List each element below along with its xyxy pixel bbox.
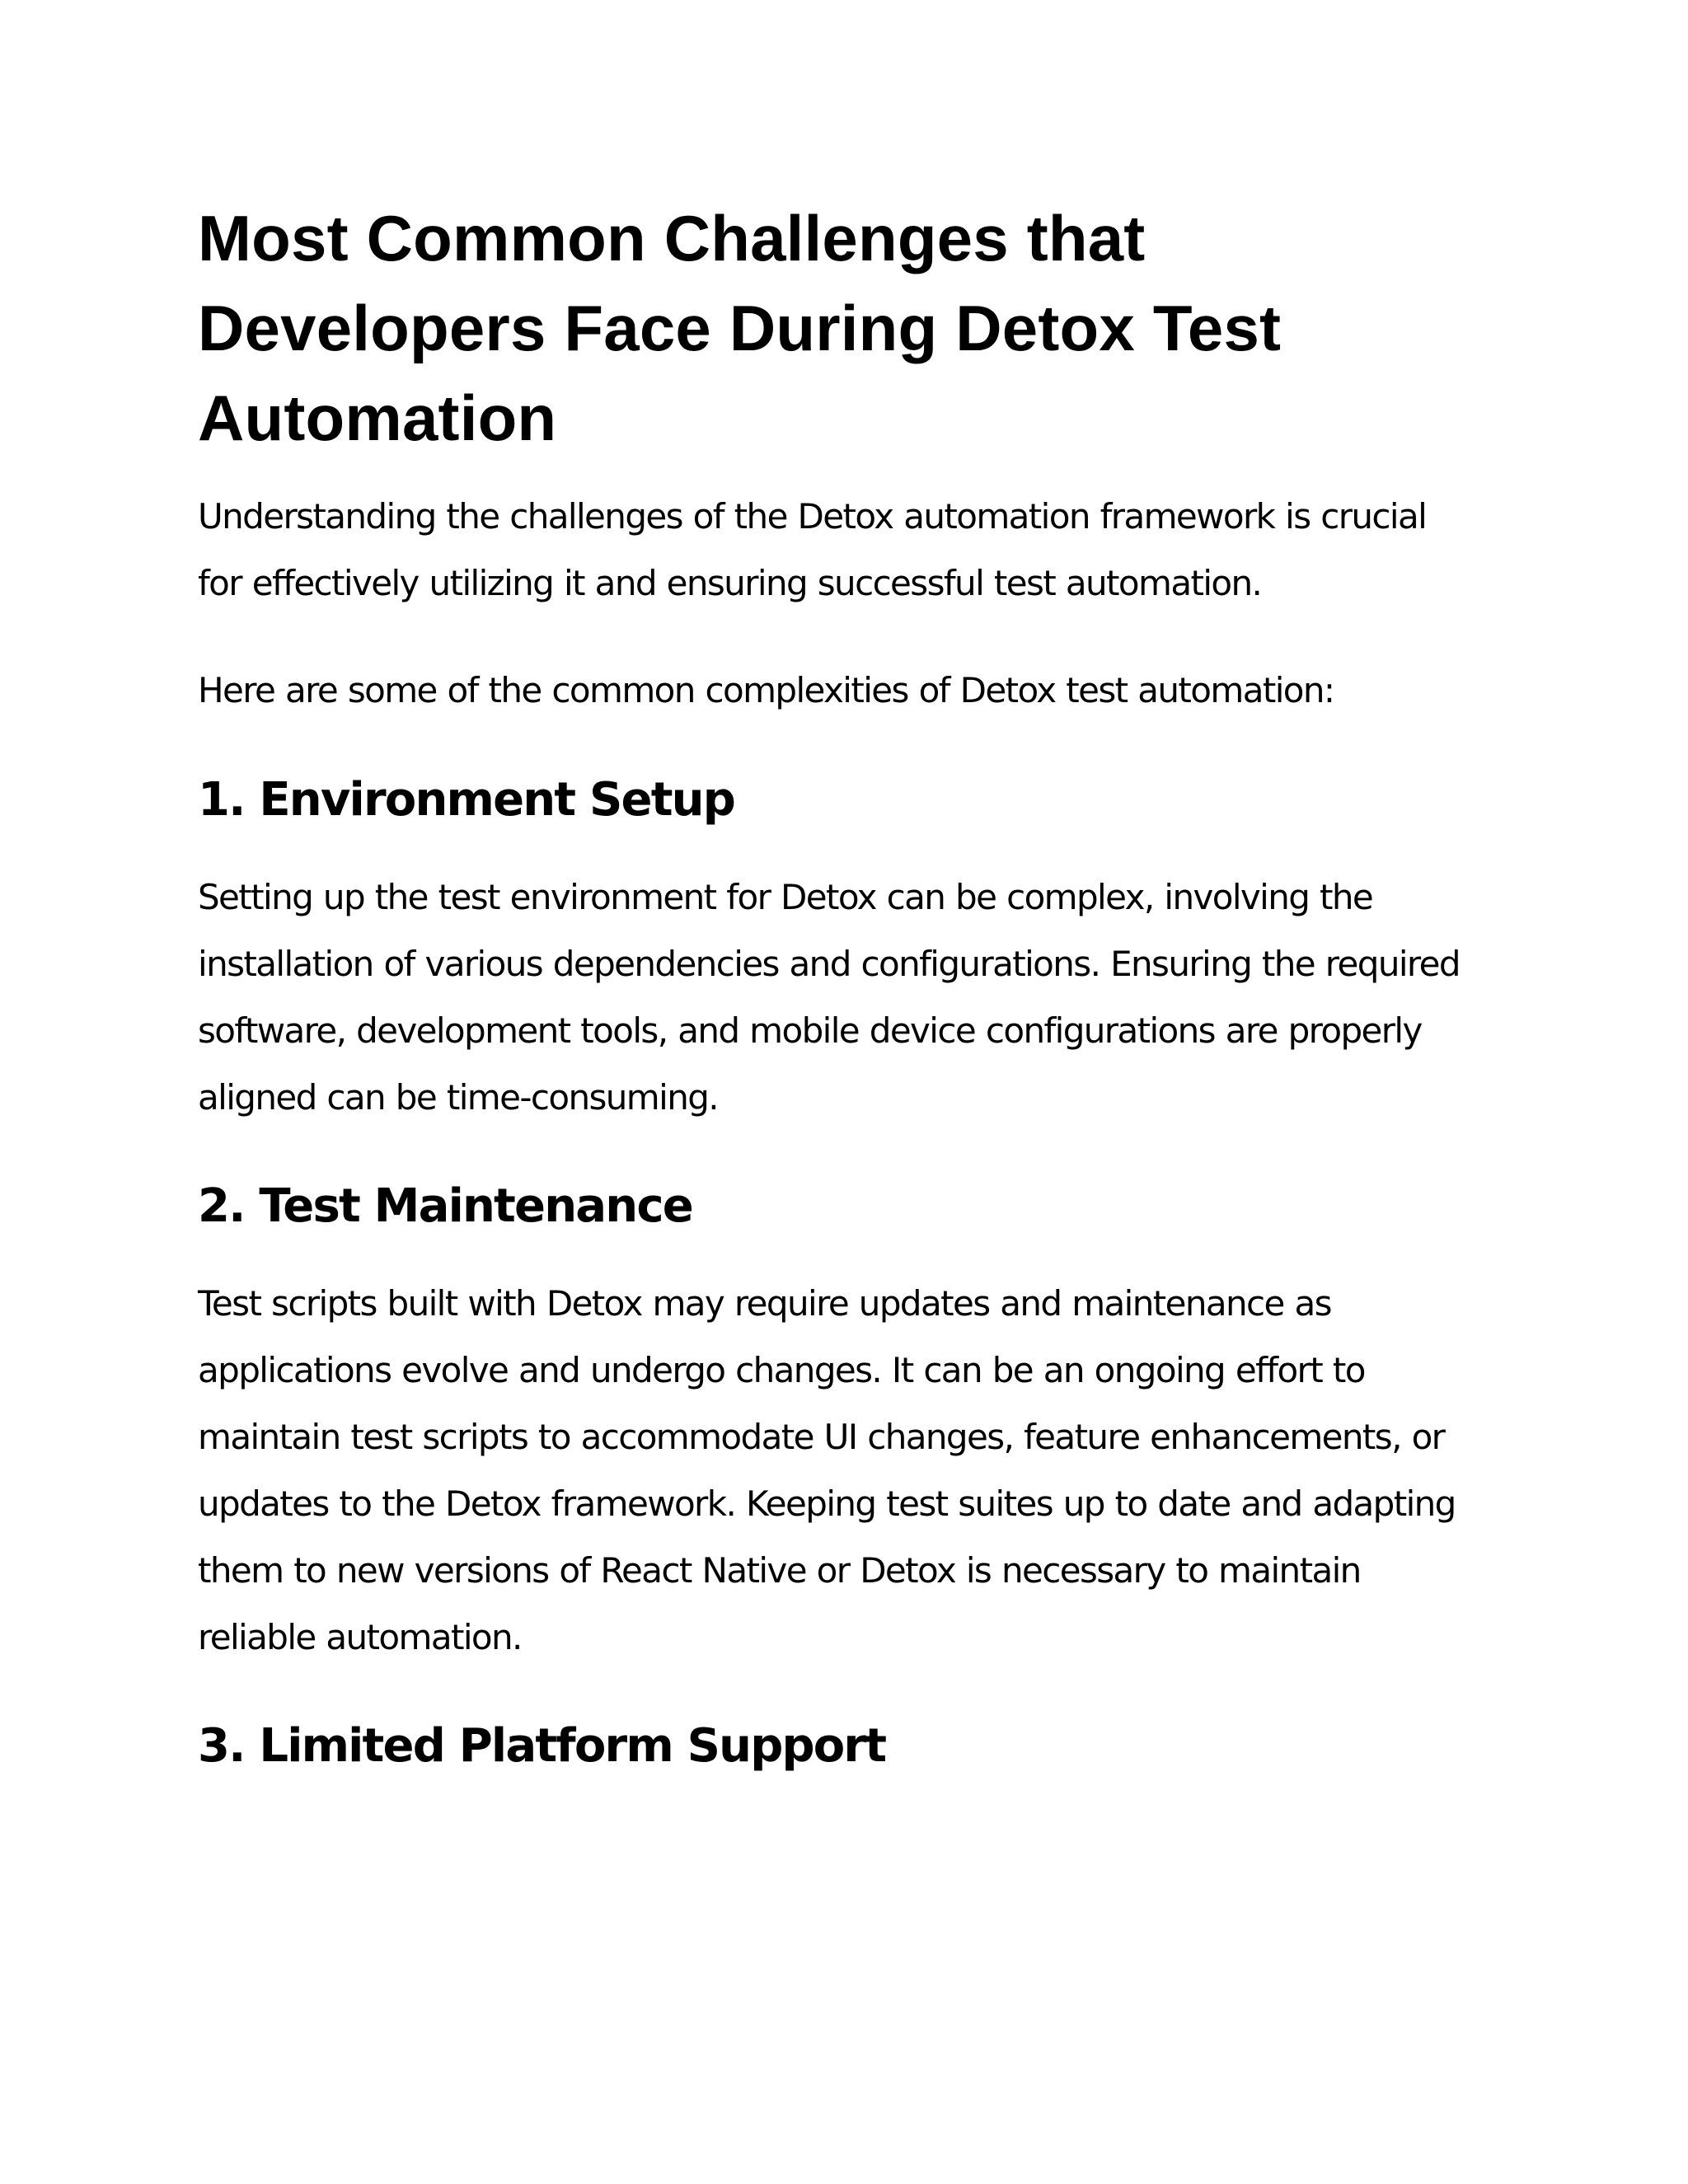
paragraph-line: Understanding the challenges of the Detox automation framework is crucial (198, 496, 1427, 537)
environment-setup-paragraph (198, 864, 1500, 1131)
lead-in-paragraph: Here are some of the common complexities of Detox test automation: (198, 670, 1334, 710)
paragraph-line: updates to the Detox framework. Keeping test suites up to date and adapting (198, 1483, 1456, 1524)
paragraph-line: installation of various dependencies and configurations. Ensuring the required (198, 944, 1460, 984)
paragraph-line: aligned can be time-consuming. (198, 1077, 719, 1118)
title-line: Automation (198, 382, 557, 454)
intro-paragraph (198, 483, 1500, 616)
paragraph-line: applications evolve and undergo changes. It can be an ongoing effort to (198, 1350, 1365, 1390)
paragraph-line: them to new versions of React Native or Detox is necessary to maintain (198, 1550, 1361, 1591)
section-heading-test-maintenance: 2. Test Maintenance (198, 1179, 692, 1233)
paragraph-line: software, development tools, and mobile device configurations are properly (198, 1010, 1422, 1051)
paragraph-line: maintain test scripts to accommodate UI changes, feature enhancements, or (198, 1417, 1445, 1457)
paragraph-line: Setting up the test environment for Detox can be complex, involving the (198, 877, 1373, 917)
paragraph-line: for effectively utilizing it and ensuring successful test automation. (198, 563, 1262, 603)
paragraph-line: Test scripts built with Detox may require updates and maintenance as (198, 1283, 1331, 1324)
section-heading-environment-setup: 1. Environment Setup (198, 773, 735, 827)
title-line: Most Common Challenges that (198, 202, 1146, 274)
title-line: Developers Face During Detox Test (198, 292, 1282, 364)
paragraph-line: reliable automation. (198, 1617, 522, 1657)
document-page (198, 194, 1500, 1775)
section-heading-limited-platform-support: 3. Limited Platform Support (198, 1719, 886, 1773)
page-title (198, 194, 1500, 463)
test-maintenance-paragraph (198, 1270, 1500, 1671)
